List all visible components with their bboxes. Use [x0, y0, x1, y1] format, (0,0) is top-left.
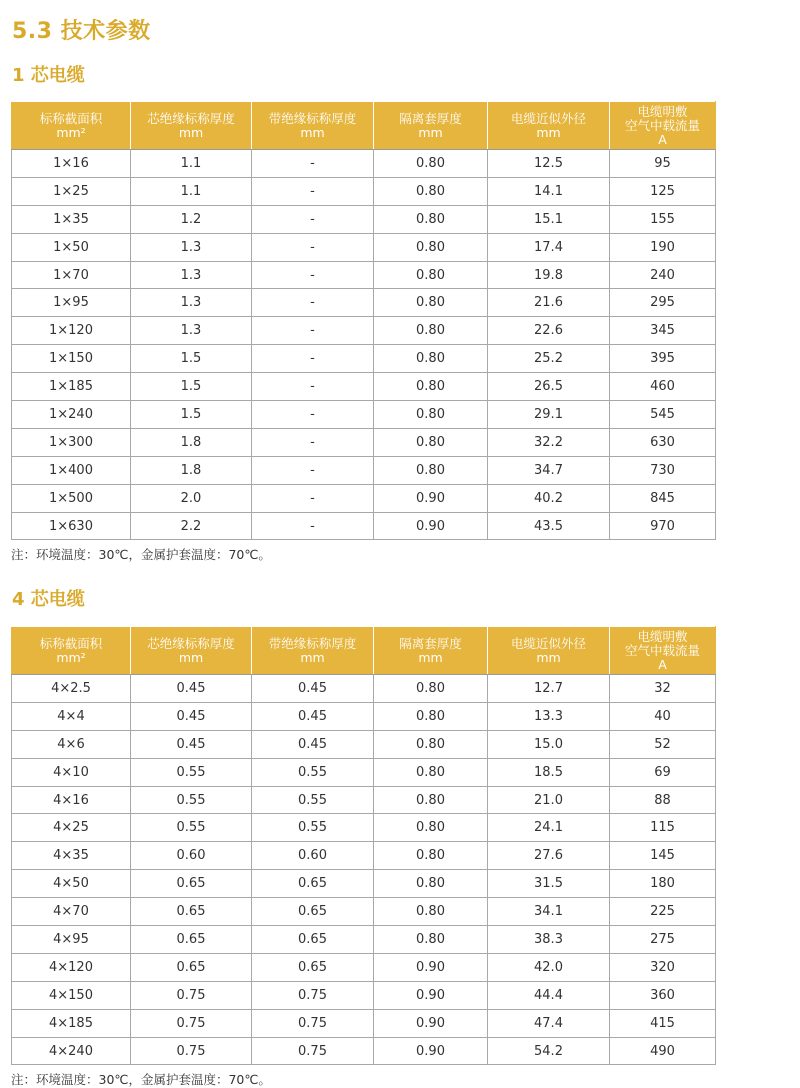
- table-row: [12, 401, 716, 429]
- cell-belt-insulation-thickness: 0.55: [252, 786, 374, 814]
- cell-approx-outer-diameter: 38.3: [488, 926, 610, 954]
- spec-table-1-core: [11, 101, 716, 540]
- cell-current-capacity: 460: [610, 373, 716, 401]
- cell-current-capacity: 970: [610, 512, 716, 540]
- table-row: [12, 205, 716, 233]
- column-header-line: mm: [418, 649, 443, 665]
- cell-separation-sheath-thickness: 0.90: [374, 1009, 488, 1037]
- cell-separation-sheath-thickness: 0.90: [374, 953, 488, 981]
- cell-cross-section: 1×185: [12, 373, 131, 401]
- cell-approx-outer-diameter: 32.2: [488, 428, 610, 456]
- section-title-4-core: 4 芯电缆: [12, 589, 85, 610]
- table-row: [12, 261, 716, 289]
- cell-core-insulation-thickness: 0.45: [131, 702, 252, 730]
- cell-separation-sheath-thickness: 0.90: [374, 512, 488, 540]
- cell-core-insulation-thickness: 1.3: [131, 317, 252, 345]
- cell-cross-section: 4×185: [12, 1009, 131, 1037]
- column-header-core-insulation-thickness: [131, 627, 252, 675]
- cell-core-insulation-thickness: 1.1: [131, 177, 252, 205]
- cell-belt-insulation-thickness: 0.55: [252, 814, 374, 842]
- column-header-cross-section: [12, 627, 131, 675]
- cell-belt-insulation-thickness: -: [252, 512, 374, 540]
- table-row: [12, 484, 716, 512]
- cell-belt-insulation-thickness: 0.60: [252, 842, 374, 870]
- cell-separation-sheath-thickness: 0.80: [374, 926, 488, 954]
- cell-approx-outer-diameter: 29.1: [488, 401, 610, 429]
- cell-separation-sheath-thickness: 0.80: [374, 205, 488, 233]
- cell-core-insulation-thickness: 0.60: [131, 842, 252, 870]
- table-note-4-core: 注：环境温度：30℃，金属护套温度：70℃。: [11, 1072, 271, 1087]
- cell-separation-sheath-thickness: 0.80: [374, 842, 488, 870]
- cell-approx-outer-diameter: 18.5: [488, 758, 610, 786]
- cell-belt-insulation-thickness: 0.65: [252, 870, 374, 898]
- cell-approx-outer-diameter: 12.5: [488, 150, 610, 178]
- cell-cross-section: 4×120: [12, 953, 131, 981]
- cell-core-insulation-thickness: 1.5: [131, 373, 252, 401]
- column-header-line: 电缆明敷: [637, 628, 688, 644]
- column-header-line: mm: [178, 649, 204, 665]
- cell-current-capacity: 845: [610, 484, 716, 512]
- cell-approx-outer-diameter: 21.0: [488, 786, 610, 814]
- column-header-line: mm: [300, 649, 325, 665]
- cell-current-capacity: 295: [610, 289, 716, 317]
- page-title: 5.3 技术参数: [12, 19, 151, 44]
- cell-belt-insulation-thickness: 0.45: [252, 730, 374, 758]
- cell-separation-sheath-thickness: 0.90: [374, 981, 488, 1009]
- cell-current-capacity: 155: [610, 205, 716, 233]
- cell-cross-section: 1×630: [12, 512, 131, 540]
- cell-current-capacity: 225: [610, 898, 716, 926]
- cell-belt-insulation-thickness: 0.45: [252, 675, 374, 703]
- cell-cross-section: 4×35: [12, 842, 131, 870]
- cell-separation-sheath-thickness: 0.80: [374, 401, 488, 429]
- cell-cross-section: 1×50: [12, 233, 131, 261]
- cell-current-capacity: 630: [610, 428, 716, 456]
- table-note-1-core: 注：环境温度：30℃，金属护套温度：70℃。: [11, 547, 271, 562]
- column-header-line: mm: [178, 124, 204, 140]
- cell-cross-section: 1×95: [12, 289, 131, 317]
- column-header-line: A: [658, 656, 667, 672]
- table-row: [12, 981, 716, 1009]
- cell-cross-section: 4×4: [12, 702, 131, 730]
- cell-separation-sheath-thickness: 0.90: [374, 484, 488, 512]
- cell-separation-sheath-thickness: 0.80: [374, 289, 488, 317]
- cell-belt-insulation-thickness: 0.75: [252, 1037, 374, 1065]
- table-row: [12, 926, 716, 954]
- cell-current-capacity: 275: [610, 926, 716, 954]
- table-row: [12, 702, 716, 730]
- cell-core-insulation-thickness: 0.45: [131, 730, 252, 758]
- cell-core-insulation-thickness: 1.3: [131, 233, 252, 261]
- column-header-approx-outer-diameter: [488, 627, 610, 675]
- cell-separation-sheath-thickness: 0.80: [374, 456, 488, 484]
- cell-approx-outer-diameter: 34.1: [488, 898, 610, 926]
- cell-belt-insulation-thickness: 0.65: [252, 898, 374, 926]
- cell-belt-insulation-thickness: 0.65: [252, 953, 374, 981]
- cell-belt-insulation-thickness: 0.65: [252, 926, 374, 954]
- cell-belt-insulation-thickness: -: [252, 205, 374, 233]
- cell-cross-section: 4×50: [12, 870, 131, 898]
- cell-core-insulation-thickness: 2.0: [131, 484, 252, 512]
- cell-current-capacity: 395: [610, 345, 716, 373]
- cell-cross-section: 4×16: [12, 786, 131, 814]
- cell-current-capacity: 730: [610, 456, 716, 484]
- cell-core-insulation-thickness: 1.8: [131, 428, 252, 456]
- cell-approx-outer-diameter: 27.6: [488, 842, 610, 870]
- cell-current-capacity: 190: [610, 233, 716, 261]
- cell-cross-section: 1×120: [12, 317, 131, 345]
- column-header-separation-sheath-thickness: [374, 102, 488, 150]
- cell-separation-sheath-thickness: 0.80: [374, 730, 488, 758]
- cell-approx-outer-diameter: 34.7: [488, 456, 610, 484]
- table-header-row: [12, 627, 716, 675]
- column-header-line: 标称截面积: [39, 110, 103, 126]
- cell-belt-insulation-thickness: -: [252, 289, 374, 317]
- cell-separation-sheath-thickness: 0.80: [374, 233, 488, 261]
- column-header-line: mm²: [56, 649, 86, 665]
- cell-belt-insulation-thickness: -: [252, 484, 374, 512]
- cell-approx-outer-diameter: 25.2: [488, 345, 610, 373]
- cell-belt-insulation-thickness: -: [252, 456, 374, 484]
- cell-core-insulation-thickness: 1.5: [131, 401, 252, 429]
- table-row: [12, 953, 716, 981]
- column-header-approx-outer-diameter: [488, 102, 610, 150]
- cell-core-insulation-thickness: 0.65: [131, 898, 252, 926]
- cell-current-capacity: 69: [610, 758, 716, 786]
- cell-approx-outer-diameter: 14.1: [488, 177, 610, 205]
- cell-cross-section: 4×25: [12, 814, 131, 842]
- cell-belt-insulation-thickness: -: [252, 345, 374, 373]
- table-row: [12, 675, 716, 703]
- cell-cross-section: 1×16: [12, 150, 131, 178]
- cell-approx-outer-diameter: 21.6: [488, 289, 610, 317]
- cell-current-capacity: 52: [610, 730, 716, 758]
- cell-approx-outer-diameter: 42.0: [488, 953, 610, 981]
- cell-belt-insulation-thickness: 0.45: [252, 702, 374, 730]
- table-row: [12, 870, 716, 898]
- cell-approx-outer-diameter: 26.5: [488, 373, 610, 401]
- column-header-separation-sheath-thickness: [374, 627, 488, 675]
- cell-cross-section: 1×400: [12, 456, 131, 484]
- column-header-line: 带绝缘标称厚度: [268, 635, 357, 651]
- column-header-line: 芯绝缘标称厚度: [147, 110, 235, 126]
- cell-current-capacity: 345: [610, 317, 716, 345]
- cell-core-insulation-thickness: 0.75: [131, 981, 252, 1009]
- cell-belt-insulation-thickness: -: [252, 401, 374, 429]
- cell-separation-sheath-thickness: 0.80: [374, 261, 488, 289]
- cell-core-insulation-thickness: 0.55: [131, 758, 252, 786]
- table-row: [12, 373, 716, 401]
- cell-separation-sheath-thickness: 0.80: [374, 317, 488, 345]
- table-row: [12, 842, 716, 870]
- cell-core-insulation-thickness: 2.2: [131, 512, 252, 540]
- cell-cross-section: 4×240: [12, 1037, 131, 1065]
- table-row: [12, 428, 716, 456]
- cell-current-capacity: 180: [610, 870, 716, 898]
- cell-current-capacity: 320: [610, 953, 716, 981]
- cell-cross-section: 4×10: [12, 758, 131, 786]
- cell-current-capacity: 125: [610, 177, 716, 205]
- cell-separation-sheath-thickness: 0.80: [374, 177, 488, 205]
- cell-core-insulation-thickness: 0.55: [131, 814, 252, 842]
- cell-cross-section: 1×35: [12, 205, 131, 233]
- column-header-line: mm²: [56, 124, 86, 140]
- cell-current-capacity: 545: [610, 401, 716, 429]
- cell-core-insulation-thickness: 0.65: [131, 953, 252, 981]
- cell-approx-outer-diameter: 13.3: [488, 702, 610, 730]
- table-row: [12, 233, 716, 261]
- column-header-line: 隔离套厚度: [399, 635, 462, 651]
- column-header-belt-insulation-thickness: [252, 627, 374, 675]
- cell-separation-sheath-thickness: 0.80: [374, 345, 488, 373]
- cell-core-insulation-thickness: 1.5: [131, 345, 252, 373]
- cell-core-insulation-thickness: 0.65: [131, 926, 252, 954]
- cell-core-insulation-thickness: 1.3: [131, 289, 252, 317]
- column-header-belt-insulation-thickness: [252, 102, 374, 150]
- column-header-line: mm: [418, 124, 443, 140]
- column-header-line: A: [658, 131, 667, 147]
- table-row: [12, 456, 716, 484]
- column-header-cross-section: [12, 102, 131, 150]
- column-header-line: mm: [536, 124, 561, 140]
- cell-current-capacity: 32: [610, 675, 716, 703]
- cell-cross-section: 4×95: [12, 926, 131, 954]
- table-row: [12, 898, 716, 926]
- column-header-line: 隔离套厚度: [399, 110, 462, 126]
- cell-current-capacity: 415: [610, 1009, 716, 1037]
- cell-separation-sheath-thickness: 0.90: [374, 1037, 488, 1065]
- cell-approx-outer-diameter: 44.4: [488, 981, 610, 1009]
- cell-belt-insulation-thickness: -: [252, 150, 374, 178]
- cell-current-capacity: 490: [610, 1037, 716, 1065]
- cell-approx-outer-diameter: 19.8: [488, 261, 610, 289]
- cell-cross-section: 1×300: [12, 428, 131, 456]
- cell-separation-sheath-thickness: 0.80: [374, 150, 488, 178]
- cell-approx-outer-diameter: 24.1: [488, 814, 610, 842]
- column-header-current-capacity: [610, 102, 716, 150]
- column-header-line: 空气中载流量: [624, 117, 700, 133]
- cell-belt-insulation-thickness: -: [252, 261, 374, 289]
- cell-current-capacity: 115: [610, 814, 716, 842]
- cell-belt-insulation-thickness: -: [252, 428, 374, 456]
- cell-separation-sheath-thickness: 0.80: [374, 373, 488, 401]
- cell-belt-insulation-thickness: -: [252, 233, 374, 261]
- cell-cross-section: 4×70: [12, 898, 131, 926]
- cell-cross-section: 1×240: [12, 401, 131, 429]
- cell-belt-insulation-thickness: 0.55: [252, 758, 374, 786]
- cell-approx-outer-diameter: 15.0: [488, 730, 610, 758]
- cell-approx-outer-diameter: 31.5: [488, 870, 610, 898]
- cell-core-insulation-thickness: 0.75: [131, 1009, 252, 1037]
- cell-separation-sheath-thickness: 0.80: [374, 786, 488, 814]
- table-row: [12, 730, 716, 758]
- cell-cross-section: 1×25: [12, 177, 131, 205]
- cell-core-insulation-thickness: 1.8: [131, 456, 252, 484]
- cell-separation-sheath-thickness: 0.80: [374, 870, 488, 898]
- section-title-1-core: 1 芯电缆: [12, 65, 85, 86]
- cell-separation-sheath-thickness: 0.80: [374, 758, 488, 786]
- table-row: [12, 289, 716, 317]
- column-header-line: 空气中载流量: [624, 642, 700, 658]
- column-header-line: mm: [536, 649, 561, 665]
- cell-approx-outer-diameter: 15.1: [488, 205, 610, 233]
- column-header-line: mm: [300, 124, 325, 140]
- column-header-line: 电缆近似外径: [510, 110, 586, 126]
- cell-approx-outer-diameter: 47.4: [488, 1009, 610, 1037]
- cell-separation-sheath-thickness: 0.80: [374, 428, 488, 456]
- cell-core-insulation-thickness: 0.55: [131, 786, 252, 814]
- table-row: [12, 786, 716, 814]
- cell-core-insulation-thickness: 0.45: [131, 675, 252, 703]
- cell-approx-outer-diameter: 40.2: [488, 484, 610, 512]
- cell-separation-sheath-thickness: 0.80: [374, 675, 488, 703]
- cell-current-capacity: 145: [610, 842, 716, 870]
- cell-cross-section: 1×500: [12, 484, 131, 512]
- cell-cross-section: 1×70: [12, 261, 131, 289]
- cell-core-insulation-thickness: 1.3: [131, 261, 252, 289]
- cell-cross-section: 1×150: [12, 345, 131, 373]
- cell-separation-sheath-thickness: 0.80: [374, 814, 488, 842]
- cell-current-capacity: 240: [610, 261, 716, 289]
- table-row: [12, 345, 716, 373]
- column-header-current-capacity: [610, 627, 716, 675]
- table-row: [12, 177, 716, 205]
- cell-core-insulation-thickness: 0.65: [131, 870, 252, 898]
- table-row: [12, 1009, 716, 1037]
- cell-core-insulation-thickness: 1.2: [131, 205, 252, 233]
- table-row: [12, 1037, 716, 1065]
- table-header-row: [12, 102, 716, 150]
- cell-separation-sheath-thickness: 0.80: [374, 898, 488, 926]
- column-header-line: 电缆近似外径: [510, 635, 586, 651]
- table-row: [12, 814, 716, 842]
- cell-current-capacity: 360: [610, 981, 716, 1009]
- table-row: [12, 317, 716, 345]
- cell-current-capacity: 95: [610, 150, 716, 178]
- cell-separation-sheath-thickness: 0.80: [374, 702, 488, 730]
- cell-belt-insulation-thickness: 0.75: [252, 1009, 374, 1037]
- cell-cross-section: 4×2.5: [12, 675, 131, 703]
- cell-current-capacity: 88: [610, 786, 716, 814]
- spec-table-4-core: [11, 626, 716, 1065]
- cell-current-capacity: 40: [610, 702, 716, 730]
- cell-cross-section: 4×6: [12, 730, 131, 758]
- cell-belt-insulation-thickness: -: [252, 317, 374, 345]
- column-header-core-insulation-thickness: [131, 102, 252, 150]
- column-header-line: 芯绝缘标称厚度: [147, 635, 235, 651]
- column-header-line: 标称截面积: [39, 635, 103, 651]
- column-header-line: 带绝缘标称厚度: [268, 110, 357, 126]
- cell-belt-insulation-thickness: 0.75: [252, 981, 374, 1009]
- table-row: [12, 512, 716, 540]
- cell-approx-outer-diameter: 54.2: [488, 1037, 610, 1065]
- cell-approx-outer-diameter: 12.7: [488, 675, 610, 703]
- column-header-line: 电缆明敷: [637, 103, 688, 119]
- cell-approx-outer-diameter: 43.5: [488, 512, 610, 540]
- cell-cross-section: 4×150: [12, 981, 131, 1009]
- cell-belt-insulation-thickness: -: [252, 373, 374, 401]
- cell-approx-outer-diameter: 22.6: [488, 317, 610, 345]
- cell-core-insulation-thickness: 0.75: [131, 1037, 252, 1065]
- table-row: [12, 150, 716, 178]
- table-row: [12, 758, 716, 786]
- cell-approx-outer-diameter: 17.4: [488, 233, 610, 261]
- cell-belt-insulation-thickness: -: [252, 177, 374, 205]
- cell-core-insulation-thickness: 1.1: [131, 150, 252, 178]
